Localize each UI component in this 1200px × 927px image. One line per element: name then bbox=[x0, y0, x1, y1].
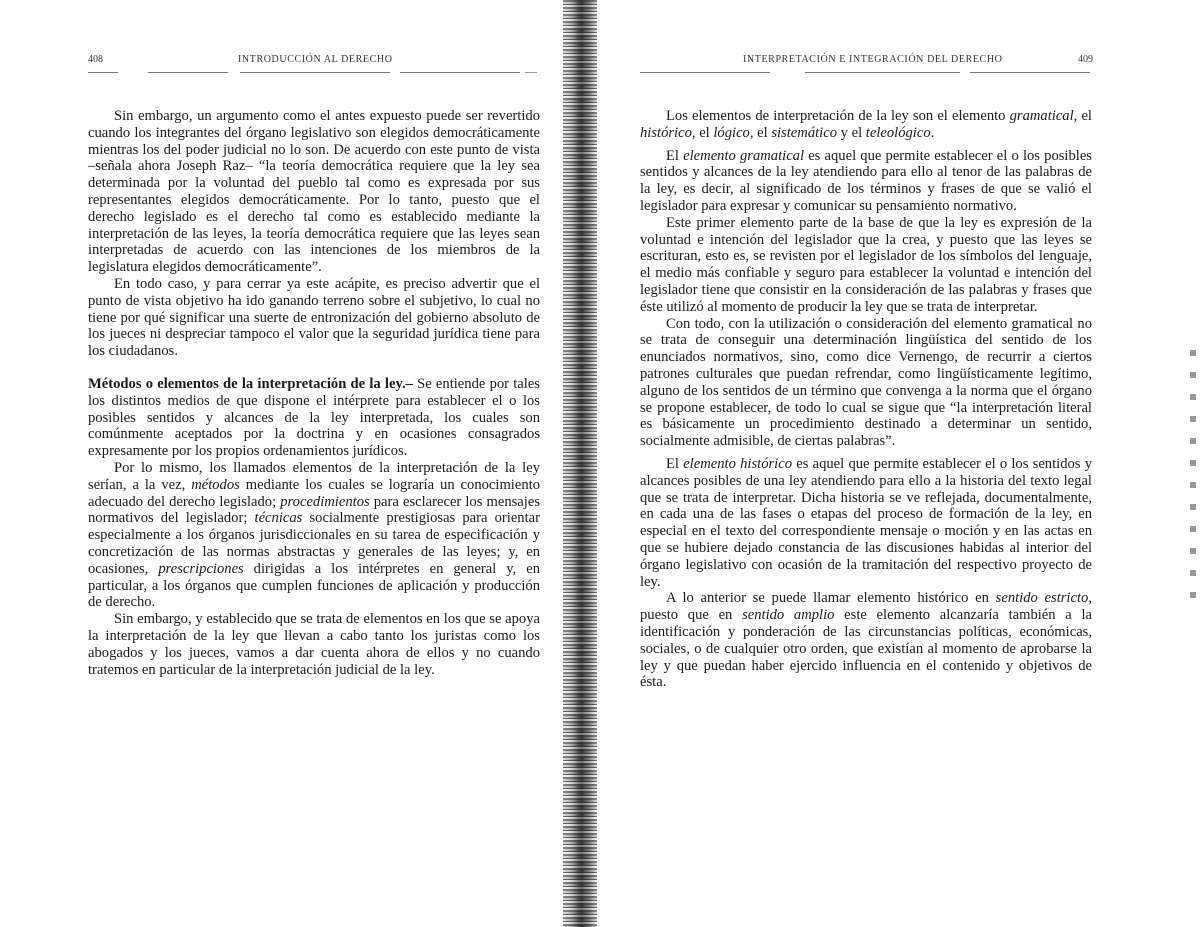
paragraph: Sin embargo, y establecido que se trata de elementos en los que se apoya la interpretación de la ley que llevan a cabo tanto los juristas como los abogados y los jueces, vamos a dar cuenta ahora de ellos y no cuando tratemos en particular de la interpretación judicial de la ley. bbox=[88, 611, 540, 678]
left-body-text bbox=[88, 108, 540, 678]
text-run: El bbox=[666, 147, 684, 164]
italic-term: técnicas bbox=[254, 510, 303, 527]
text-run: , puesto que en bbox=[640, 590, 1092, 624]
book-gutter bbox=[563, 0, 597, 927]
italic-term: teleológico bbox=[865, 124, 931, 141]
paragraph: Con todo, con la utilización o consideración del elemento gramatical no se trata de conseguir una determinación lingüística del sentido de los enunciados normativos, sino, como dice Vernengo, de recurrir a ciertos patrones culturales que puedan refrendar, como lingüísticamente legítimo, alguno de los sentidos de un término que convenga a la norma que el órgano se propone establecer, de todo lo cual se sigue que “la interpretación literal es básicamente un procedimiento destinado a determinar un sentido, socialmente admisible, de ciertas palabras”. bbox=[640, 315, 1092, 450]
page-edge-marks bbox=[1190, 350, 1196, 610]
italic-term: sentido amplio bbox=[742, 607, 835, 624]
right-body-text bbox=[640, 108, 1092, 691]
left-page bbox=[0, 0, 560, 927]
left-header-rule bbox=[240, 72, 390, 73]
paragraph: Sin embargo, un argumento como el antes expuesto puede ser revertido cuando los integrantes del órgano legislativo son elegidos democráticamente mientras los del poder judicial no lo son. De acuerdo con este punto de vista –señala ahora Joseph Raz– “la teoría democrática requiere que la ley sea determinada por la voluntad del pueblo tal como es expresada por sus representantes elegidos democráticamente. Por lo tanto, puesto que el derecho legislado es el derecho tal como es establecido mediante la interpretación de las leyes, la teoría democrática requiere que las leyes sean interpretadas de acuerdo con las intenciones de los miembros de la legislatura elegidos democráticamente”. bbox=[88, 108, 540, 276]
text-run: socialmente prestigiosas para orientar especialmente a los órganos jurisdiccionales en su tarea de especificación y concretización de las normas abstractas y generales de las leyes; y, en ocasiones, bbox=[88, 510, 540, 577]
section-heading: Métodos o elementos de la interpretación de la ley.– bbox=[88, 375, 413, 392]
left-header-rule bbox=[525, 72, 537, 73]
right-header-rule bbox=[640, 72, 770, 73]
italic-term: sentido estricto bbox=[995, 590, 1089, 607]
italic-term: métodos bbox=[191, 476, 240, 493]
italic-term: gramatical bbox=[1009, 108, 1074, 124]
left-header-rule bbox=[148, 72, 228, 73]
text-run: Por lo mismo, los llamados elementos de la interpretación de la ley serían, a la vez, bbox=[88, 459, 540, 493]
text-run: A lo anterior se puede llamar elemento histórico en bbox=[666, 590, 996, 607]
paragraph: En todo caso, y para cerrar ya este acápite, es preciso advertir que el punto de vista objetivo ha ido ganando terreno sobre el subjetivo, lo cual no tiene por qué significar una suerte de entronización del gobierno absoluto de los jueces ni despreciar tampoco el valor que la seguridad jurídica tiene para los ciudadanos. bbox=[88, 275, 540, 360]
italic-term: procedimientos bbox=[280, 493, 370, 510]
italic-term: histórico bbox=[640, 124, 692, 141]
text-run: . bbox=[930, 124, 935, 141]
text-run: , el bbox=[1073, 108, 1092, 124]
left-header-rule bbox=[400, 72, 520, 73]
text-run: es aquel que permite establecer el o los sentidos y alcances posibles de una ley atendiendo para ello a la historia del texto legal que se trata de interpretar. Dicha historia se ve reflejada, documentalmente, en cada una de las fases o etapas del proceso de formación de la ley, en especial en el texto del correspondiente mensaje o moción y en las actas en que se hubiere dejado constancia de las discusiones habidas al interior del órgano legislativo con ocasión de la tramitación del respectivo proyecto de ley. bbox=[640, 455, 1092, 590]
text-run: es aquel que permite establecer el o los posibles sentidos y alcances de la ley atendiendo para ello al tenor de las palabras de la ley, es decir, al significado de los términos y frases de que se valió el legislador para expresar y comunicar su pensamiento normativo. bbox=[640, 147, 1092, 214]
text-run: y el bbox=[837, 124, 866, 141]
paragraph bbox=[640, 108, 1092, 142]
italic-term: prescripciones bbox=[158, 560, 244, 577]
right-page-number: 409 bbox=[1078, 54, 1093, 65]
right-page bbox=[600, 0, 1200, 927]
text-run: , el bbox=[691, 124, 714, 141]
text-run: mediante los cuales se lograría un conocimiento adecuado del derecho legislado; bbox=[88, 476, 540, 510]
paragraph bbox=[640, 148, 1092, 215]
paragraph bbox=[88, 460, 540, 611]
right-header-rule bbox=[805, 72, 960, 73]
italic-term: lógico bbox=[713, 124, 750, 141]
text-run: , el bbox=[749, 124, 772, 141]
text-run: Los elementos de interpretación de la ley son el elemento bbox=[666, 108, 1010, 124]
section-paragraph bbox=[88, 376, 540, 460]
italic-term: elemento histórico bbox=[683, 455, 792, 472]
right-header-rule bbox=[970, 72, 1090, 73]
right-running-head: INTERPRETACIÓN E INTEGRACIÓN DEL DERECHO bbox=[743, 54, 1003, 65]
section-text: Se entiende por tales los distintos medios de que dispone el intérprete para establecer el o los posibles sentidos y alcances de la ley interpretada, los cuales son comúnmente aceptados por la doctrina y en ocasiones consagrados expresamente por los propios ordenamientos jurídicos. bbox=[88, 375, 540, 460]
italic-term: elemento gramatical bbox=[683, 147, 805, 164]
paragraph bbox=[640, 590, 1092, 691]
text-run: dirigidas a los intérpretes en general y, en particular, a los órganos que cumplen funciones de aplicación y producción de derecho. bbox=[88, 560, 540, 611]
left-page-number: 408 bbox=[88, 54, 103, 65]
left-header-rule bbox=[88, 72, 118, 73]
text-run: este elemento alcanzaría también a la identificación y ponderación de las circunstancias políticas, económicas, sociales, o de cualquier otro orden, que existían al momento de aprobarse la ley y que puedan haber ejercido influencia en el contenido y objetivos de ésta. bbox=[640, 607, 1092, 691]
text-run: para esclarecer los mensajes normativos del legislador; bbox=[88, 493, 540, 527]
paragraph: Este primer elemento parte de la base de que la ley es expresión de la voluntad e intención del legislador que la crea, y puesto que las leyes se escrituran, esto es, se revisten por el legislador de los símbolos del lenguaje, el medio más confiable y seguro para establecer la voluntad e intención del legislador tiene que consistir en la consideración de las palabras y frases que éste utilizó al momento de producir la ley que se trata de interpretar. bbox=[640, 214, 1092, 315]
left-running-head: INTRODUCCIÓN AL DERECHO bbox=[238, 54, 393, 65]
text-run: El bbox=[666, 455, 684, 472]
italic-term: sistemático bbox=[771, 124, 838, 141]
paragraph bbox=[640, 456, 1092, 590]
